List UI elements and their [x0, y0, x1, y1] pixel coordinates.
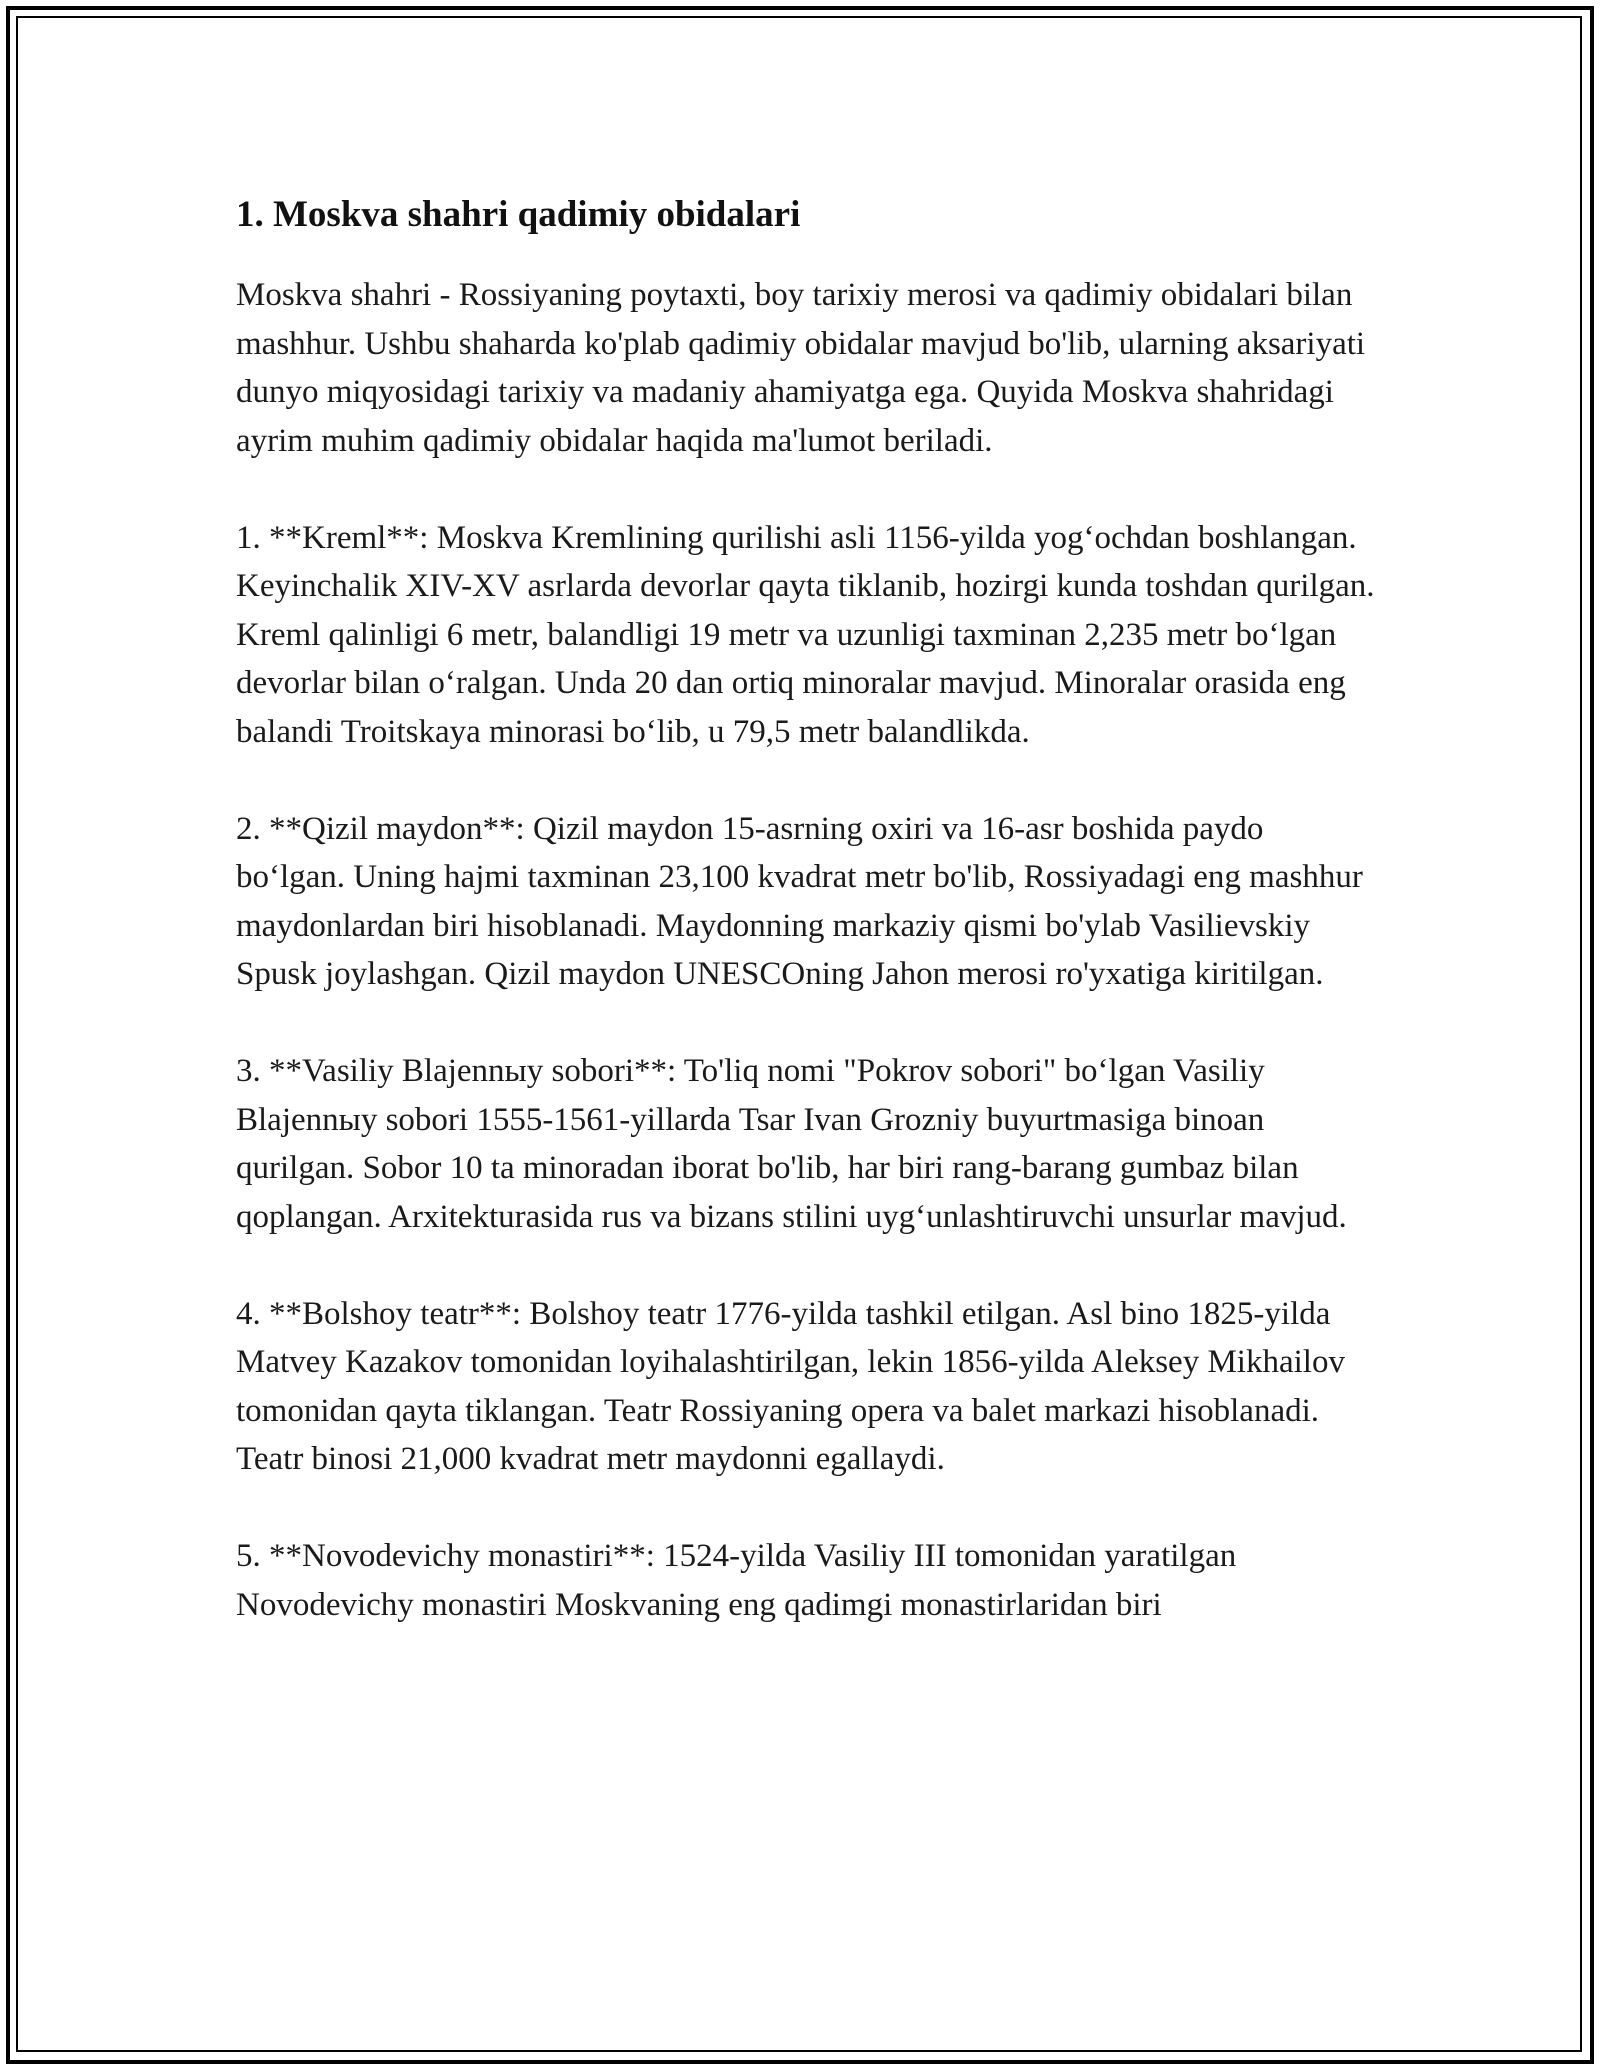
intro-paragraph: Moskva shahri - Rossiyaning poytaxti, boy tarixiy merosi va qadimiy obidalari bilan mashhur. Ushbu shaharda ko'plab qadimiy obidalar mavjud bo'lib, ularning aksariyati dunyo miqyosidagi tarixiy va madaniy ahamiyatga ega. Quyida Moskva shahridagi ayrim muhim qadimiy obidalar haqida ma'lumot beriladi.	[236, 277, 1366, 459]
document-body	[236, 185, 1376, 1629]
document-title: 1. Moskva shahri qadimiy obidalari	[236, 194, 801, 235]
qizil-maydon-paragraph: 2. **Qizil maydon**: Qizil maydon 15-asrning oxiri va 16-asr boshida paydo bo‘lgan. Uning hajmi taxminan 23,100 kvadrat metr bo'lib, Rossiyadagi eng mashhur maydonlardan biri hisoblanadi. Maydonning markaziy qismi bo'ylab Vasilievskiy Spusk joylashgan. Qizil maydon UNESCOning Jahon merosi ro'yxatiga kiritilgan.	[236, 810, 1363, 992]
bolshoy-teatr-paragraph: 4. **Bolshoy teatr**: Bolshoy teatr 1776-yilda tashkil etilgan. Asl bino 1825-yilda Matvey Kazakov tomonidan loyihalashtirilgan, lekin 1856-yilda Aleksey Mikhailov tomonidan qayta tiklangan. Teatr Rossiyaning opera va balet markazi hisoblanadi. Teatr binosi 21,000 kvadrat metr maydonni egallaydi.	[236, 1295, 1345, 1477]
vasiliy-blajenny-paragraph: 3. **Vasiliy Blajennыy sobori**: To'liq nomi "Pokrov sobori" bo‘lgan Vasiliy Blajennыy sobori 1555-1561-yillarda Tsar Ivan Grozniy buyurtmasiga binoan qurilgan. Sobor 10 ta minoradan iborat bo'lib, har biri rang-barang gumbaz bilan qoplangan. Arxitekturasida rus va bizans stilini uyg‘unlashtiruvchi unsurlar mavjud.	[236, 1053, 1347, 1235]
kreml-paragraph: 1. **Kreml**: Moskva Kremlining qurilishi asli 1156-yilda yog‘ochdan boshlangan. Keyinchalik XIV-XV asrlarda devorlar qayta tiklanib, hozirgi kunda toshdan qurilgan. Kreml qalinligi 6 metr, balandligi 19 metr va uzunligi taxminan 2,235 metr bo‘lgan devorlar bilan o‘ralgan. Unda 20 dan ortiq minoralar mavjud. Minoralar orasida eng balandi Troitskaya minorasi bo‘lib, u 79,5 metr balandlikda.	[236, 519, 1375, 750]
novodevichy-paragraph: 5. **Novodevichy monastiri**: 1524-yilda Vasiliy III tomonidan yaratilgan Novodevichy monastiri Moskvaning eng qadimgi monastirlaridan biri	[236, 1538, 1237, 1623]
